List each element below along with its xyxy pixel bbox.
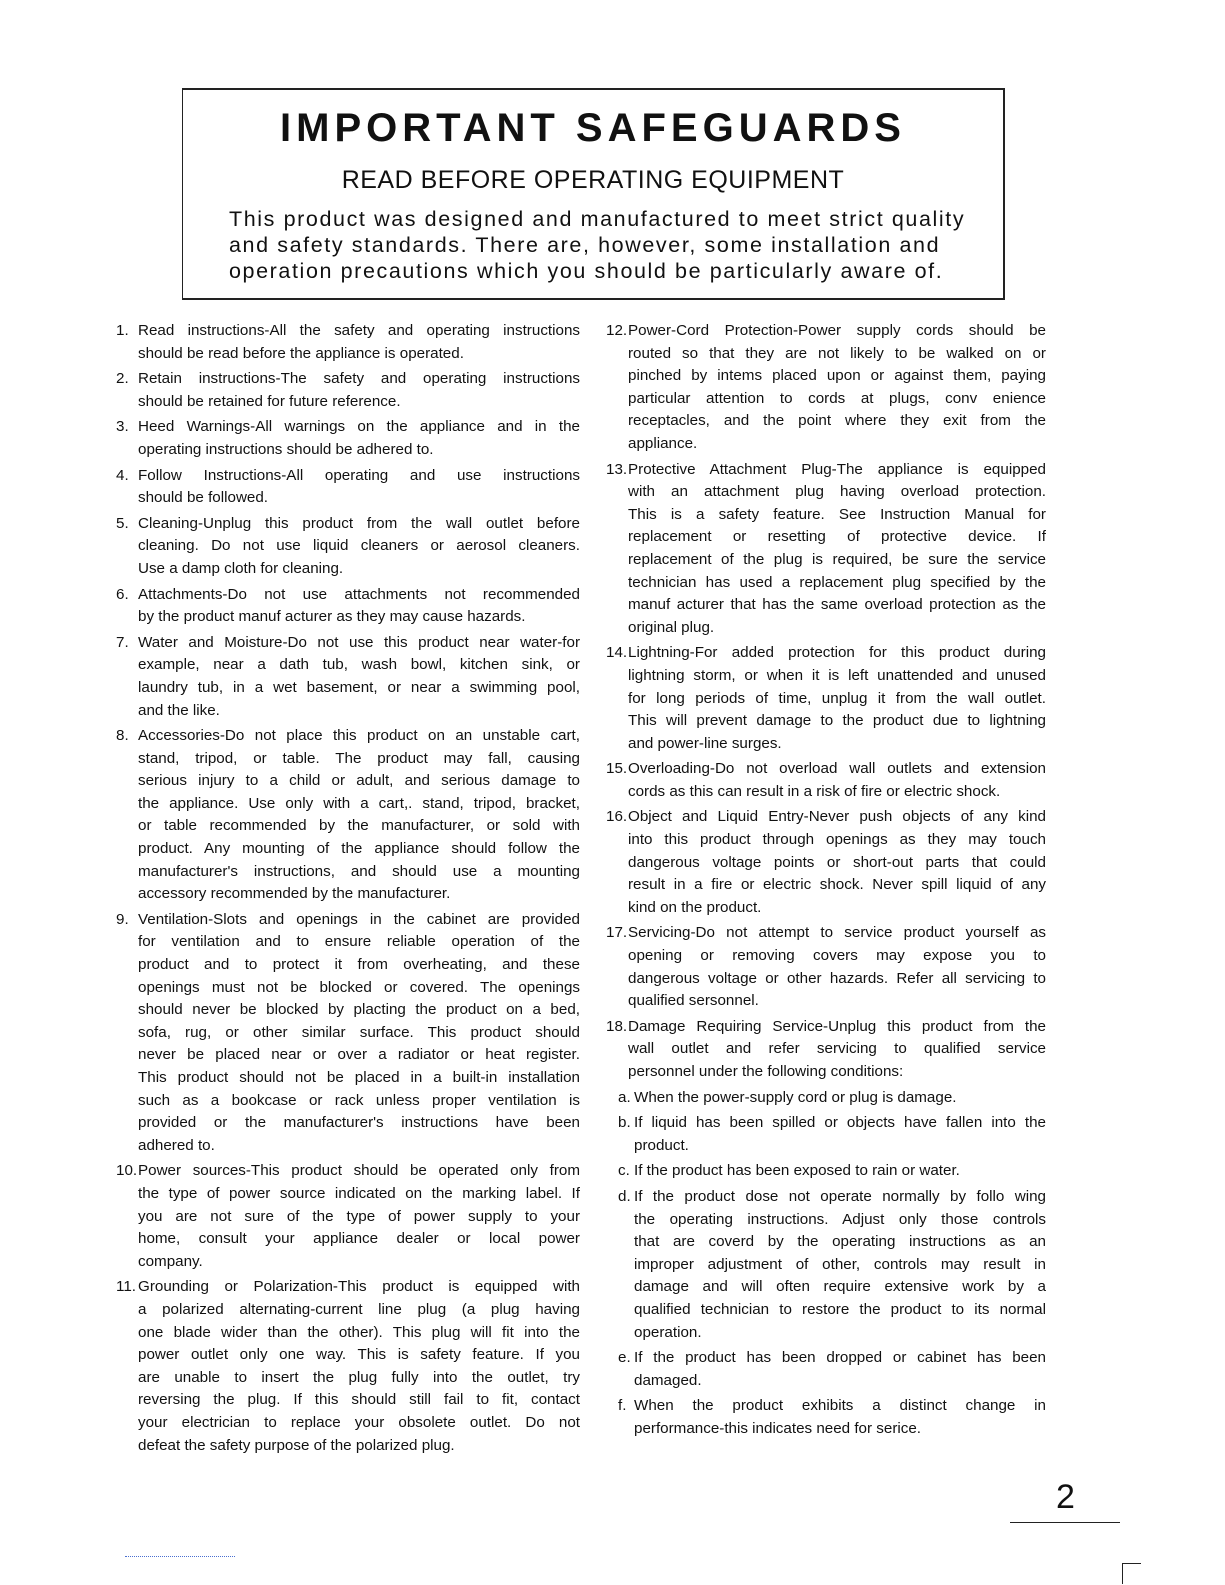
item-text: Cleaning-Unplug this product from the wall outlet before: [138, 514, 580, 532]
item-number: 1.: [116, 322, 129, 339]
item-text: When the product exhibits a distinct change in: [634, 1397, 1046, 1415]
item-number: 13.: [606, 460, 628, 478]
item-line: [116, 1412, 580, 1435]
item-line: [116, 1299, 580, 1322]
page-number: 2: [1056, 1478, 1075, 1516]
item-line: [606, 365, 1046, 388]
item-line: [606, 549, 1046, 572]
item-line: [606, 1370, 1046, 1393]
item-line: [116, 439, 580, 462]
item-text: defeat the safety purpose of the polarized plug.: [138, 1436, 455, 1454]
item-text: that are coverd by the operating instructions as an: [634, 1233, 1046, 1251]
item-line: [606, 852, 1046, 875]
item-number: f.: [618, 1397, 627, 1415]
item-number: b.: [618, 1114, 631, 1132]
safeguard-item: [116, 513, 580, 581]
item-line: [116, 1090, 580, 1113]
item-line: [606, 433, 1046, 456]
item-line: [116, 677, 580, 700]
item-line: [116, 487, 580, 510]
item-line: [606, 806, 1046, 829]
item-text: openings must not be blocked or covered. The openings: [138, 978, 580, 996]
item-number: 9.: [116, 910, 129, 928]
item-text: accessory recommended by the manufacturer.: [138, 885, 451, 903]
intro-line: and safety standards. There are, however, some installation and: [229, 233, 941, 257]
item-number: 8.: [116, 727, 129, 745]
item-line: [116, 1367, 580, 1390]
item-line: [116, 465, 580, 488]
item-text: adhered to.: [138, 1136, 215, 1154]
item-text: Grounding or Polarization-This product is equipped with: [138, 1278, 580, 1296]
item-number: e.: [618, 1349, 631, 1367]
item-text: receptacles, and the point where they exit from the: [628, 412, 1046, 430]
item-text: power outlet only one way. This is safety feature. If you: [138, 1346, 580, 1364]
item-line: [606, 1254, 1046, 1277]
item-line: [116, 632, 580, 655]
item-text: If the product has been exposed to rain or water.: [634, 1162, 960, 1180]
item-text: never be placed near or over a radiator or heat register.: [138, 1046, 580, 1064]
item-text: should be followed.: [138, 489, 269, 507]
item-text: should be retained for future reference.: [138, 392, 401, 410]
item-text: the appliance. Use only with a cart,. stand, tripod, bracket,: [138, 794, 580, 812]
item-line: [606, 968, 1046, 991]
item-line: [116, 558, 580, 581]
item-line: [116, 883, 580, 906]
item-line: [606, 1135, 1046, 1158]
item-line: [606, 1231, 1046, 1254]
item-text: damaged.: [634, 1371, 702, 1389]
item-text: dangerous voltage or other hazards. Refer all servicing to: [628, 969, 1046, 987]
item-line: [116, 391, 580, 414]
item-text: with an attachment plug having overload protection.: [628, 483, 1046, 501]
item-number: 12.: [606, 322, 628, 339]
item-text: your electrician to replace your obsolete outlet. Do not: [138, 1413, 580, 1431]
item-line: [116, 513, 580, 536]
item-text: pinched by intems placed upon or against them, paying: [628, 367, 1046, 385]
item-text: performance-this indicates need for serice.: [634, 1419, 922, 1437]
item-text: dangerous voltage points or short-out parts that could: [628, 853, 1046, 871]
left-column: [116, 320, 580, 1460]
item-text: or table recommended by the manufacturer, or sold with: [138, 817, 580, 835]
item-line: [116, 1160, 580, 1183]
item-text: lightning storm, or when it is left unattended and unused: [628, 666, 1046, 684]
safeguards-header-box: [182, 88, 1005, 300]
item-line: [116, 1067, 580, 1090]
item-text: manuf acturer that has the same overload protection as the: [628, 596, 1046, 614]
item-number: 11.: [116, 1278, 136, 1296]
item-text: Object and Liquid Entry-Never push objects of any kind: [628, 808, 1046, 826]
item-text: cleaning. Do not use liquid cleaners or aerosol cleaners.: [138, 537, 580, 555]
item-number: 14.: [606, 644, 628, 662]
item-line: [606, 594, 1046, 617]
safeguard-subitem: [606, 1087, 1046, 1110]
scan-artifact-line: [125, 1556, 235, 1557]
item-line: [606, 1112, 1046, 1135]
item-text: opening or removing covers may expose you to: [628, 947, 1046, 965]
intro-line: This product was designed and manufactured to meet strict quality: [229, 207, 966, 231]
item-line: [116, 954, 580, 977]
item-line: [116, 1135, 580, 1158]
item-line: [606, 922, 1046, 945]
safeguard-item: [116, 632, 580, 722]
item-text: for long periods of time, unplug it from the wall outlet.: [628, 689, 1046, 707]
item-text: Water and Moisture-Do not use this product near water-for: [138, 633, 580, 651]
item-line: [116, 861, 580, 884]
item-text: Power sources-This product should be operated only from: [138, 1162, 580, 1180]
item-text: into this product through openings as they may touch: [628, 831, 1046, 849]
item-line: [606, 481, 1046, 504]
item-line: [116, 1228, 580, 1251]
item-text: the type of power source indicated on the marking label. If: [138, 1184, 580, 1202]
safeguard-subitem: [606, 1160, 1046, 1183]
item-text: Read instructions-All the safety and operating instructions: [138, 322, 580, 339]
item-line: [116, 606, 580, 629]
item-line: [116, 1206, 580, 1229]
item-line: [116, 1112, 580, 1135]
item-text: example, near a dath tub, wash bowl, kitchen sink, or: [138, 656, 580, 674]
item-number: c.: [618, 1162, 630, 1180]
item-line: [606, 320, 1046, 343]
item-line: [116, 1344, 580, 1367]
item-number: 17.: [606, 924, 628, 942]
item-text: This is a safety feature. See Instruction Manual for: [628, 505, 1046, 523]
item-line: [116, 654, 580, 677]
safeguard-subitem: [606, 1395, 1046, 1440]
item-number: 4.: [116, 466, 129, 484]
item-text: When the power-supply cord or plug is damage.: [634, 1088, 957, 1106]
safeguard-item: [606, 758, 1046, 803]
item-number: 6.: [116, 585, 129, 603]
item-text: the operating instructions. Adjust only those controls: [634, 1210, 1046, 1228]
item-text: sofa, rug, or other similar surface. This product should: [138, 1023, 580, 1041]
item-line: [606, 688, 1046, 711]
item-line: [606, 410, 1046, 433]
item-line: [606, 1061, 1046, 1084]
item-line: [606, 1299, 1046, 1322]
item-line: [116, 931, 580, 954]
item-text: damage and will often require extensive work by a: [634, 1278, 1046, 1296]
item-text: Power-Cord Protection-Power supply cords should be: [628, 322, 1046, 339]
safeguard-item: [116, 1160, 580, 1273]
safeguard-item: [606, 320, 1046, 456]
safeguard-item: [606, 806, 1046, 919]
item-number: 3.: [116, 418, 129, 436]
item-text: product. Any mounting of the appliance should follow the: [138, 840, 580, 858]
item-line: [606, 526, 1046, 549]
safeguard-subitem: [606, 1347, 1046, 1392]
item-line: [116, 1276, 580, 1299]
item-number: 5.: [116, 514, 129, 532]
safeguard-item: [606, 642, 1046, 755]
item-line: [116, 909, 580, 932]
item-text: result in a fire or electric shock. Never spill liquid of any: [628, 876, 1046, 894]
item-text: personnel under the following conditions:: [628, 1063, 904, 1080]
item-line: [606, 617, 1046, 640]
item-text: routed so that they are not likely to be walked on or: [628, 344, 1046, 362]
item-text: improper adjustment of other, controls may result in: [634, 1255, 1046, 1273]
item-text: This product should not be placed in a built-in installation: [138, 1069, 580, 1086]
item-line: [606, 343, 1046, 366]
item-text: Attachments-Do not use attachments not recommended: [138, 585, 580, 603]
item-text: such as a bookcase or rack unless proper ventilation is: [138, 1091, 580, 1109]
item-text: Retain instructions-The safety and operating instructions: [138, 370, 580, 388]
item-line: [116, 815, 580, 838]
item-line: [116, 793, 580, 816]
item-text: Overloading-Do not overload wall outlets and extension: [628, 760, 1046, 778]
item-text: operation.: [634, 1323, 702, 1341]
safeguard-item: [116, 416, 580, 461]
item-line: [116, 535, 580, 558]
item-line: [116, 1022, 580, 1045]
safeguard-item: [116, 368, 580, 413]
item-text: should be read before the appliance is operated.: [138, 344, 464, 362]
item-text: and power-line surges.: [628, 734, 782, 752]
item-text: particular attention to cords at plugs, conv enience: [628, 389, 1046, 407]
item-line: [116, 1435, 580, 1458]
item-text: appliance.: [628, 434, 698, 452]
item-line: [116, 584, 580, 607]
item-text: for ventilation and to ensure reliable operation of the: [138, 933, 580, 951]
item-number: 15.: [606, 760, 628, 778]
item-line: [606, 945, 1046, 968]
page-subtitle: READ BEFORE OPERATING EQUIPMENT: [341, 166, 845, 194]
item-line: [606, 1322, 1046, 1345]
item-text: stand, tripod, or table. The product may fall, causing: [138, 749, 580, 767]
item-text: Use a damp cloth for cleaning.: [138, 559, 344, 577]
item-text: Heed Warnings-All warnings on the appliance and in the: [138, 418, 580, 436]
item-line: [606, 1160, 1046, 1183]
item-line: [606, 1038, 1046, 1061]
item-text: Follow Instructions-All operating and use instructions: [138, 466, 580, 484]
item-number: 2.: [116, 370, 129, 388]
item-text: one blade wider than the other). This plug will fit into the: [138, 1323, 580, 1341]
item-line: [606, 1347, 1046, 1370]
item-number: 10.: [116, 1162, 138, 1180]
intro-paragraph: [229, 206, 969, 284]
item-line: [116, 416, 580, 439]
item-text: Damage Requiring Service-Unplug this product from the: [628, 1017, 1046, 1035]
item-text: qualified technician to restore the product to its normal: [634, 1300, 1046, 1318]
item-line: [116, 999, 580, 1022]
item-line: [606, 897, 1046, 920]
item-text: should never be blocked by placting the product on a bed,: [138, 1001, 580, 1019]
item-text: manufacturer's instructions, and should use a mounting: [138, 862, 580, 880]
item-text: laundry tub, in a wet basement, or near a swimming pool,: [138, 678, 580, 696]
page-number-rule: [1010, 1522, 1120, 1523]
item-line: [606, 733, 1046, 756]
item-text: home, consult your appliance dealer or local power: [138, 1230, 580, 1248]
item-line: [116, 320, 580, 343]
item-line: [606, 829, 1046, 852]
item-text: are unable to insert the plug fully into the outlet, try: [138, 1368, 580, 1386]
item-line: [606, 572, 1046, 595]
item-text: wall outlet and refer servicing to qualified service: [628, 1040, 1046, 1058]
item-text: company.: [138, 1252, 203, 1270]
item-text: and the like.: [138, 701, 220, 719]
item-text: Servicing-Do not attempt to service product yourself as: [628, 924, 1046, 942]
safeguard-item: [606, 459, 1046, 640]
item-line: [116, 725, 580, 748]
item-text: a polarized alternating-current line plug (a plug having: [138, 1300, 580, 1318]
item-line: [606, 758, 1046, 781]
crop-mark: [1122, 1563, 1141, 1584]
item-line: [116, 700, 580, 723]
safeguard-item: [116, 584, 580, 629]
item-line: [606, 642, 1046, 665]
safeguard-subitem: [606, 1112, 1046, 1157]
item-line: [606, 665, 1046, 688]
item-line: [606, 781, 1046, 804]
item-text: Protective Attachment Plug-The appliance is equipped: [628, 460, 1046, 478]
safeguard-item: [116, 1276, 580, 1457]
item-text: provided or the manufacturer's instructions have been: [138, 1114, 580, 1132]
intro-line: operation precautions which you should be particularly aware of.: [229, 259, 944, 283]
item-line: [116, 368, 580, 391]
item-number: 7.: [116, 633, 129, 651]
safeguard-subitem: [606, 1186, 1046, 1344]
item-text: serious injury to a child or adult, and serious damage to: [138, 772, 580, 790]
item-line: [606, 874, 1046, 897]
item-text: replacement of the plug is required, be sure the service: [628, 550, 1046, 568]
item-line: [606, 1209, 1046, 1232]
item-number: a.: [618, 1088, 631, 1106]
item-text: kind on the product.: [628, 898, 762, 916]
item-text: Lightning-For added protection for this product during: [628, 644, 1046, 662]
safeguard-item: [606, 1016, 1046, 1084]
item-text: This will prevent damage to the product due to lightning: [628, 712, 1046, 730]
item-line: [116, 1044, 580, 1067]
item-line: [116, 977, 580, 1000]
item-line: [606, 459, 1046, 482]
item-text: by the product manuf acturer as they may cause hazards.: [138, 608, 526, 626]
item-line: [606, 1418, 1046, 1441]
item-line: [116, 343, 580, 366]
page-title: IMPORTANT SAFEGUARDS: [280, 106, 906, 150]
item-text: product.: [634, 1136, 689, 1154]
item-text: If the product has been dropped or cabinet has been: [634, 1349, 1046, 1367]
item-text: cords as this can result in a risk of fire or electric shock.: [628, 782, 1001, 800]
item-text: reversing the plug. If this should still fail to fit, contact: [138, 1391, 580, 1409]
item-line: [606, 1276, 1046, 1299]
right-column: [606, 320, 1046, 1444]
item-line: [606, 1016, 1046, 1039]
item-line: [606, 990, 1046, 1013]
item-number: 18.: [606, 1017, 628, 1035]
item-line: [116, 1389, 580, 1412]
safeguard-item: [606, 922, 1046, 1012]
item-line: [606, 1087, 1046, 1110]
item-line: [116, 748, 580, 771]
item-text: you are not sure of the type of power supply to your: [138, 1207, 580, 1225]
safeguard-item: [116, 465, 580, 510]
item-line: [606, 1186, 1046, 1209]
item-text: original plug.: [628, 618, 715, 636]
item-text: If liquid has been spilled or objects have fallen into the: [634, 1114, 1046, 1132]
item-text: Accessories-Do not place this product on an unstable cart,: [138, 727, 580, 745]
safeguard-item: [116, 320, 580, 365]
item-text: operating instructions should be adhered to.: [138, 440, 434, 458]
item-line: [116, 1183, 580, 1206]
item-line: [116, 838, 580, 861]
item-line: [606, 504, 1046, 527]
item-text: product and to protect it from overheating, and these: [138, 956, 580, 974]
item-line: [116, 1251, 580, 1274]
item-text: If the product dose not operate normally by follo wing: [634, 1187, 1046, 1205]
item-text: replacement or resetting of protective device. If: [628, 528, 1046, 546]
item-text: Ventilation-Slots and openings in the cabinet are provided: [138, 910, 580, 928]
item-line: [116, 1322, 580, 1345]
item-text: technician has used a replacement plug specified by the: [628, 573, 1046, 591]
item-line: [116, 770, 580, 793]
safeguard-item: [116, 909, 580, 1158]
item-number: 16.: [606, 808, 628, 826]
item-number: d.: [618, 1187, 631, 1205]
item-line: [606, 1395, 1046, 1418]
safeguard-item: [116, 725, 580, 906]
item-line: [606, 388, 1046, 411]
item-line: [606, 710, 1046, 733]
item-text: qualified sersonnel.: [628, 992, 759, 1010]
